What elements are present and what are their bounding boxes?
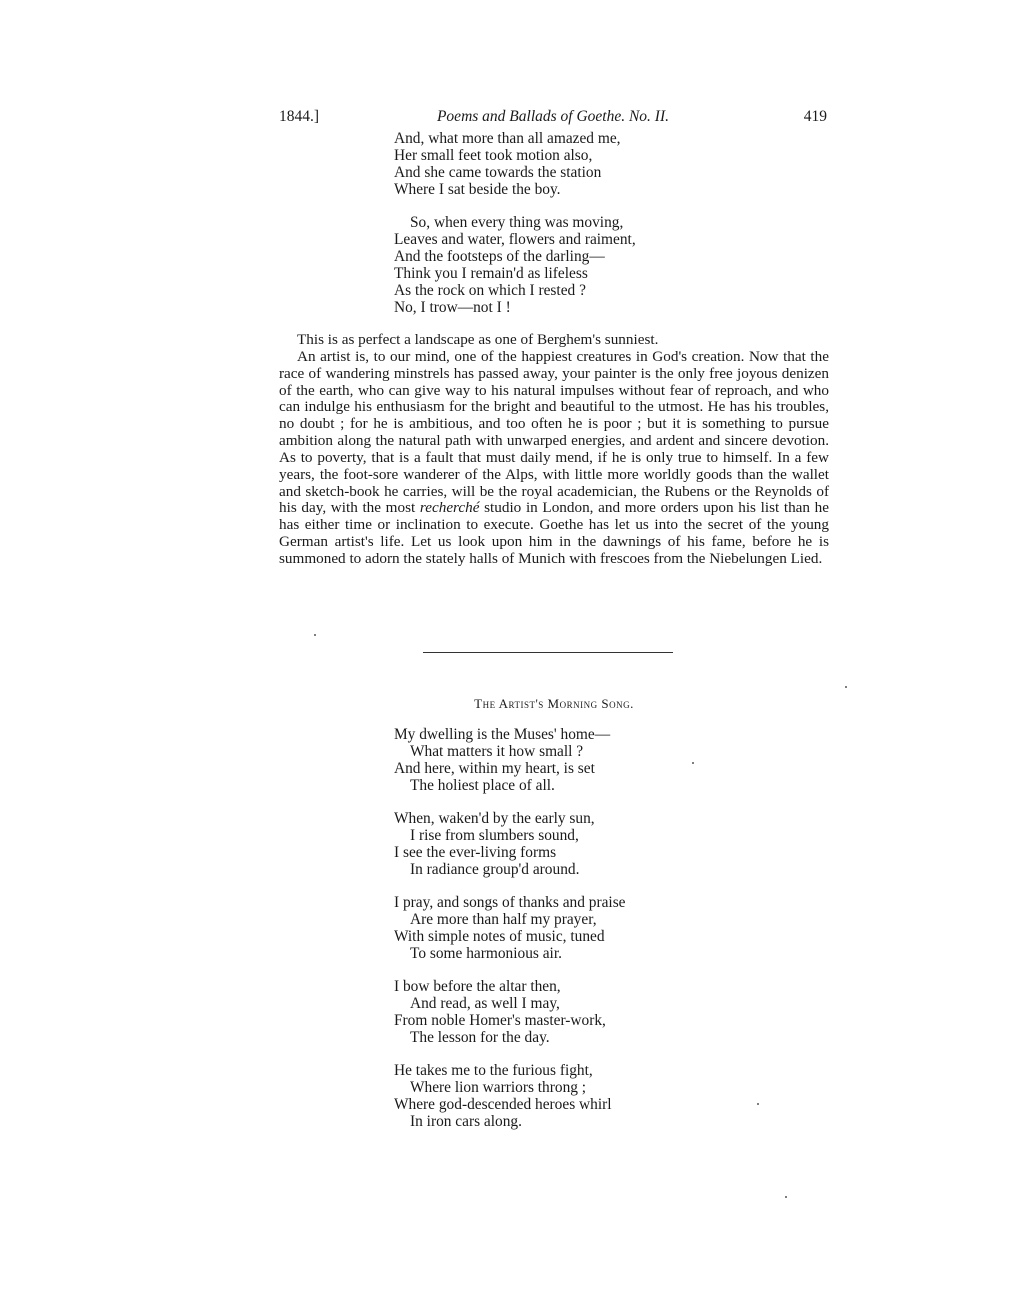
verse-line: When, waken'd by the early sun, — [394, 810, 595, 828]
verse-line: And the footsteps of the darling— — [394, 247, 605, 265]
verse-line: And she came towards the station — [394, 163, 602, 181]
song-stanza — [394, 727, 626, 795]
verse-line: In radiance group'd around. — [410, 860, 580, 878]
prose-italic: recherché — [419, 499, 480, 517]
scan-speck — [757, 1103, 759, 1105]
verse-line: I rise from slumbers sound, — [410, 826, 579, 844]
scan-speck — [785, 1196, 787, 1198]
verse-line: What matters it how small ? — [410, 742, 584, 760]
song-verse — [394, 727, 626, 1147]
header-year: 1844.] — [279, 108, 320, 125]
verse-line: So, when every thing was moving, — [410, 214, 624, 232]
song-stanza — [394, 1063, 626, 1131]
verse-line: He takes me to the furious fight, — [394, 1062, 593, 1080]
verse-line: As the rock on which I rested ? — [394, 281, 586, 299]
page-number: 419 — [803, 108, 827, 125]
verse-line: And here, within my heart, is set — [394, 759, 595, 777]
prose-paragraph: This is as perfect a landscape as one of Berghem's sunniest. — [297, 331, 659, 348]
song-stanza — [394, 895, 626, 963]
verse-line: Where I sat beside the boy. — [394, 180, 561, 198]
verse-line: Think you I remain'd as lifeless — [394, 264, 588, 282]
verse-line: Leaves and water, flowers and raiment, — [394, 230, 636, 248]
verse-line: And read, as well I may, — [410, 995, 560, 1013]
verse-line: With simple notes of music, tuned — [394, 927, 605, 945]
prose-commentary — [279, 332, 829, 568]
section-divider — [423, 652, 673, 653]
verse-top — [394, 131, 636, 333]
verse-line: I bow before the altar then, — [394, 978, 561, 996]
verse-line: And, what more than all amazed me, — [394, 130, 621, 147]
verse-line: Where lion warriors throng ; — [410, 1079, 587, 1097]
song-stanza — [394, 979, 626, 1047]
song-title: The Artist's Morning Song. — [474, 696, 634, 711]
verse-line: Where god-descended heroes whirl — [394, 1096, 612, 1114]
verse-line: My dwelling is the Muses' home— — [394, 726, 611, 743]
prose-paragraph — [279, 349, 829, 568]
verse-line: The lesson for the day. — [410, 1028, 550, 1046]
verse-line: To some harmonious air. — [410, 944, 562, 962]
verse-line: The holiest place of all. — [410, 776, 555, 794]
scan-speck — [845, 686, 847, 688]
verse-line: Her small feet took motion also, — [394, 146, 593, 164]
verse-line: I see the ever-living forms — [394, 843, 557, 861]
prose-text: An artist is, to our mind, one of the happiest creatures in God's creation. Now that the race of wandering minstrels has passed away, your painter is the only free joyous denizen of the earth, who can give way to his natural impulses without fear of reproach, and who can indulge his enthusiasm for the bright and beautiful to the utmost. He has his troubles, no doubt ; for he is ambitious, and too often he is poor ; but it is something to pursue ambition along the natural path with unwarped energies, and ardent and sincere devotion. As to poverty, that is a fault that must daily mend, if he is only true to himself. In a few years, the foot-sore wanderer of the Alps, with little more worldly goods than the wallet and sketch-book he carries, will be the royal academician, the Rubens or the Reynolds of his day, with the most — [279, 347, 829, 517]
scan-speck — [692, 762, 694, 764]
prose-text: studio in London, and more orders upon his list than he has either time or inclination to execute. Goethe has let us into the secret of the young German artist's life. Let us look upon him in the dawnings of his fame, before he is summoned to adorn the stately halls of Munich with frescoes from the Niebelungen Lied. — [279, 499, 830, 567]
scan-speck — [314, 634, 316, 636]
song-stanza — [394, 811, 626, 879]
running-header — [279, 108, 827, 128]
verse-line: In iron cars along. — [410, 1112, 522, 1130]
verse-line: Are more than half my prayer, — [410, 911, 597, 929]
verse-stanza — [394, 131, 636, 199]
running-title: Poems and Ballads of Goethe. No. II. — [436, 108, 670, 125]
verse-line: No, I trow—not I ! — [394, 298, 511, 316]
verse-line: I pray, and songs of thanks and praise — [394, 894, 626, 912]
verse-line: From noble Homer's master-work, — [394, 1011, 606, 1029]
verse-stanza — [394, 215, 636, 316]
